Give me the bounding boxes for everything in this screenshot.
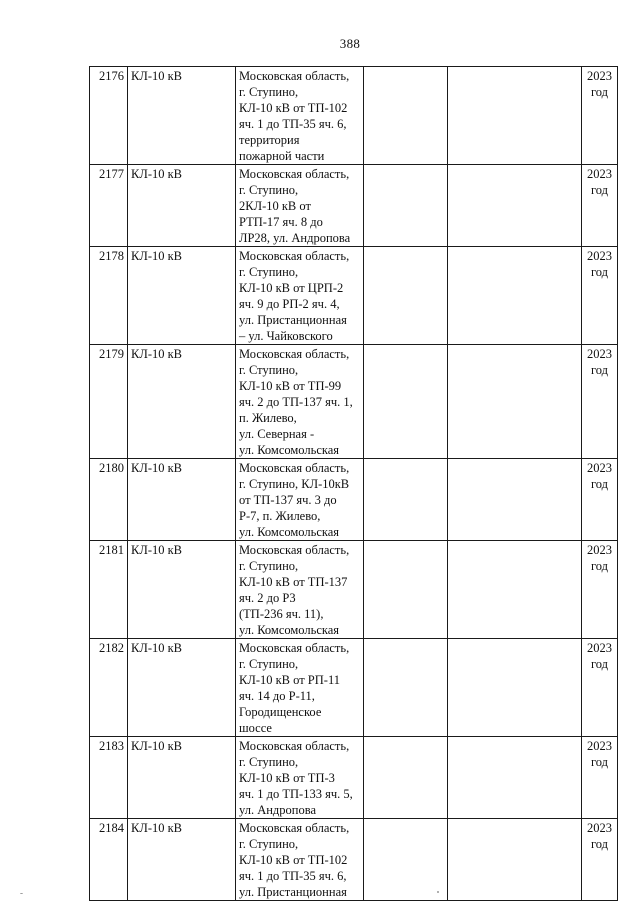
empty-cell — [448, 819, 582, 901]
object-address: Московская область, г. Ступино, КЛ-10 кВ от ТП-99 яч. 2 до ТП-137 яч. 1, п. Жилево, ул. Северная - ул. Комсомольская — [236, 345, 364, 459]
object-address: Московская область, г. Ступино, КЛ-10 кВ от ЦРП-2 яч. 9 до РП-2 яч. 4, ул. Пристанционная – ул. Чайковского — [236, 247, 364, 345]
row-number: 2180 — [90, 459, 128, 541]
scan-speck — [437, 891, 439, 893]
table-row — [90, 345, 618, 459]
empty-cell — [448, 459, 582, 541]
object-address: Московская область, г. Ступино, КЛ-10кВ от ТП-137 яч. 3 до Р-7, п. Жилево, ул. Комсомольская — [236, 459, 364, 541]
row-number: 2178 — [90, 247, 128, 345]
table-row — [90, 541, 618, 639]
page-number: 388 — [339, 36, 361, 51]
table-row — [90, 67, 618, 165]
object-address: Московская область, г. Ступино, КЛ-10 кВ от ТП-102 яч. 1 до ТП-35 яч. 6, ул. Пристанционная — [236, 819, 364, 901]
object-address: Московская область, г. Ступино, КЛ-10 кВ от ТП-102 яч. 1 до ТП-35 яч. 6, территория пожарной части — [236, 67, 364, 165]
empty-cell — [364, 459, 448, 541]
scan-speck — [20, 893, 23, 894]
year-cell: 2023 год — [582, 819, 618, 901]
registry-table — [89, 66, 618, 901]
object-type: КЛ-10 кВ — [128, 541, 236, 639]
table-row — [90, 819, 618, 901]
object-type: КЛ-10 кВ — [128, 459, 236, 541]
empty-cell — [448, 165, 582, 247]
table-row — [90, 165, 618, 247]
year-cell: 2023 год — [582, 67, 618, 165]
table-row — [90, 459, 618, 541]
object-address: Московская область, г. Ступино, КЛ-10 кВ от РП-11 яч. 14 до Р-11, Городищенское шоссе — [236, 639, 364, 737]
empty-cell — [448, 541, 582, 639]
empty-cell — [364, 737, 448, 819]
row-number: 2182 — [90, 639, 128, 737]
row-number: 2184 — [90, 819, 128, 901]
empty-cell — [448, 67, 582, 165]
table-row — [90, 639, 618, 737]
row-number: 2179 — [90, 345, 128, 459]
table-row — [90, 737, 618, 819]
year-cell: 2023 год — [582, 639, 618, 737]
empty-cell — [364, 165, 448, 247]
year-cell: 2023 год — [582, 345, 618, 459]
object-type: КЛ-10 кВ — [128, 345, 236, 459]
empty-cell — [448, 639, 582, 737]
year-cell: 2023 год — [582, 737, 618, 819]
object-address: Московская область, г. Ступино, КЛ-10 кВ от ТП-137 яч. 2 до Р3 (ТП-236 яч. 11), ул. Комсомольская — [236, 541, 364, 639]
empty-cell — [364, 345, 448, 459]
object-address: Московская область, г. Ступино, КЛ-10 кВ от ТП-3 яч. 1 до ТП-133 яч. 5, ул. Андропова — [236, 737, 364, 819]
row-number: 2183 — [90, 737, 128, 819]
row-number: 2181 — [90, 541, 128, 639]
empty-cell — [364, 67, 448, 165]
empty-cell — [364, 541, 448, 639]
object-type: КЛ-10 кВ — [128, 737, 236, 819]
object-type: КЛ-10 кВ — [128, 819, 236, 901]
empty-cell — [364, 639, 448, 737]
row-number: 2177 — [90, 165, 128, 247]
object-address: Московская область, г. Ступино, 2КЛ-10 кВ от РТП-17 яч. 8 до ЛР28, ул. Андропова — [236, 165, 364, 247]
empty-cell — [448, 247, 582, 345]
object-type: КЛ-10 кВ — [128, 67, 236, 165]
year-cell: 2023 год — [582, 165, 618, 247]
empty-cell — [448, 737, 582, 819]
empty-cell — [364, 819, 448, 901]
object-type: КЛ-10 кВ — [128, 165, 236, 247]
year-cell: 2023 год — [582, 541, 618, 639]
year-cell: 2023 год — [582, 247, 618, 345]
table-row — [90, 247, 618, 345]
object-type: КЛ-10 кВ — [128, 639, 236, 737]
empty-cell — [364, 247, 448, 345]
empty-cell — [448, 345, 582, 459]
object-type: КЛ-10 кВ — [128, 247, 236, 345]
row-number: 2176 — [90, 67, 128, 165]
year-cell: 2023 год — [582, 459, 618, 541]
